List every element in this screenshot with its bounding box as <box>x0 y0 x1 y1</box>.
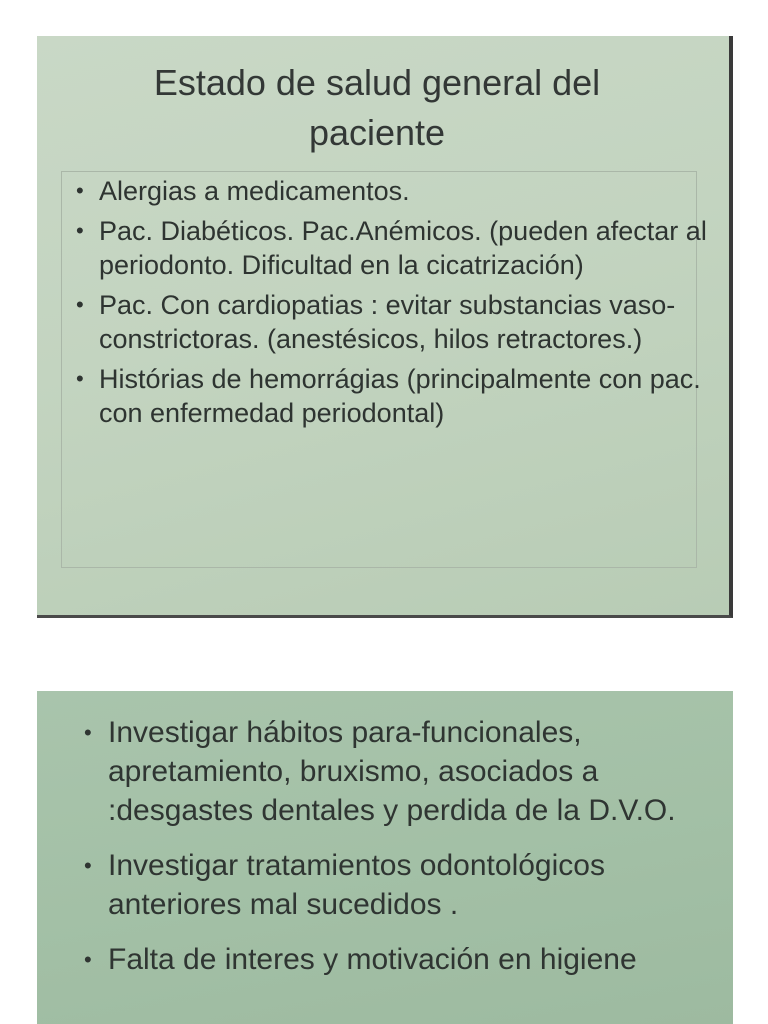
slide-general-health <box>37 36 733 618</box>
list-item-text: Investigar tratamientos odontológicos anteriores mal sucedidos . <box>108 849 605 921</box>
list-item <box>72 362 712 430</box>
slide-habits <box>37 691 733 1024</box>
bullet-icon: • <box>76 292 84 317</box>
list-item <box>80 846 700 924</box>
bullet-icon: • <box>76 366 84 391</box>
bullet-icon: • <box>84 947 92 972</box>
list-item <box>72 174 712 208</box>
bullet-icon: • <box>76 218 84 243</box>
list-item <box>80 713 700 830</box>
list-item-text: Alergias a medicamentos. <box>99 176 410 206</box>
list-item <box>72 214 712 282</box>
list-item <box>80 940 700 979</box>
bullet-list <box>72 174 712 436</box>
slide-title: Estado de salud general del paciente <box>153 62 601 153</box>
bullet-list <box>80 713 700 995</box>
bullet-icon: • <box>84 853 92 878</box>
list-item-text: Pac. Con cardiopatias : evitar substancias vaso-constrictoras. (anestésicos, hilos retractores.) <box>99 290 676 354</box>
list-item-text: Histórias de hemorrágias (principalmente con pac. con enfermedad periodontal) <box>99 364 701 428</box>
list-item-text: Investigar hábitos para-funcionales, apretamiento, bruxismo, asociados a :desgastes dentales y perdida de la D.V.O. <box>108 716 676 827</box>
list-item-text: Pac. Diabéticos. Pac.Anémicos. (pueden afectar al periodonto. Dificultad en la cicatrización) <box>99 216 707 280</box>
list-item <box>72 288 712 356</box>
bullet-icon: • <box>76 178 84 203</box>
bullet-icon: • <box>84 720 92 745</box>
list-item-text: Falta de interes y motivación en higiene <box>108 943 637 976</box>
